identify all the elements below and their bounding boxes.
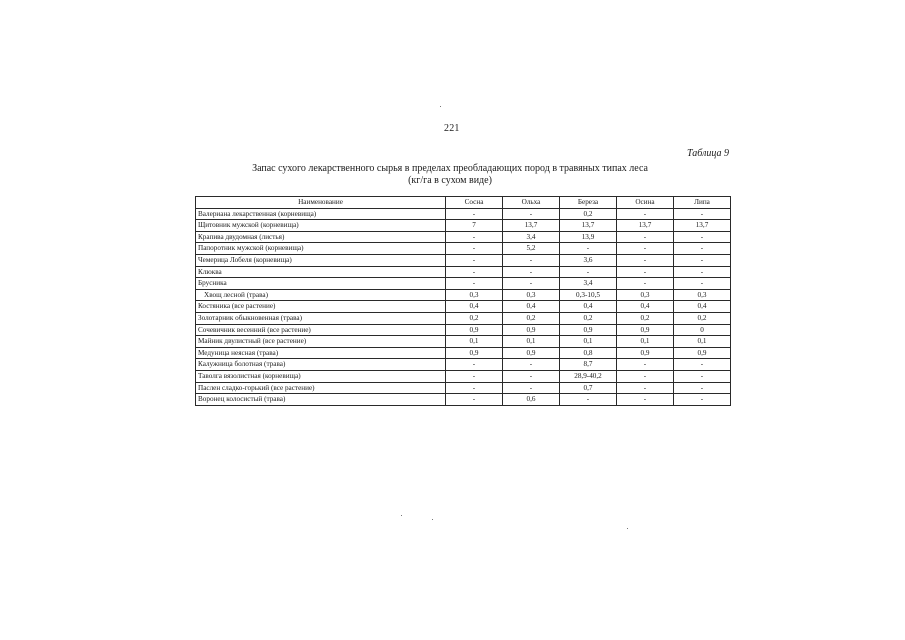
- table-row: [196, 347, 731, 359]
- value-cell: 0,3: [674, 289, 731, 301]
- table-title: [230, 163, 670, 187]
- value-cell: -: [674, 266, 731, 278]
- value-cell: -: [503, 278, 560, 290]
- value-cell: 0,1: [674, 336, 731, 348]
- value-cell: -: [674, 231, 731, 243]
- value-cell: -: [503, 208, 560, 220]
- table-row: [196, 289, 731, 301]
- plant-name-cell: Майник двулистный (все растение): [196, 336, 446, 348]
- value-cell: 13,7: [674, 220, 731, 232]
- value-cell: 0,1: [560, 336, 617, 348]
- value-cell: 3,4: [503, 231, 560, 243]
- header-birch: Береза: [560, 197, 617, 209]
- value-cell: 0,9: [617, 324, 674, 336]
- value-cell: 0,9: [503, 324, 560, 336]
- plant-name-cell: Крапива двудомная (листья): [196, 231, 446, 243]
- value-cell: -: [617, 266, 674, 278]
- value-cell: -: [446, 266, 503, 278]
- table-row: [196, 231, 731, 243]
- table-row: [196, 394, 731, 406]
- value-cell: 0,1: [446, 336, 503, 348]
- value-cell: -: [617, 254, 674, 266]
- value-cell: 28,9-40,2: [560, 370, 617, 382]
- plant-name-cell: Медуница неясная (трава): [196, 347, 446, 359]
- value-cell: -: [617, 243, 674, 255]
- value-cell: 0,9: [446, 324, 503, 336]
- value-cell: 0,9: [617, 347, 674, 359]
- table-row: [196, 208, 731, 220]
- value-cell: 0,4: [560, 301, 617, 313]
- scan-speck: [627, 528, 628, 529]
- value-cell: 0,1: [503, 336, 560, 348]
- value-cell: 0,1: [617, 336, 674, 348]
- value-cell: -: [446, 243, 503, 255]
- value-cell: 0,7: [560, 382, 617, 394]
- value-cell: 8,7: [560, 359, 617, 371]
- plant-name-cell: Папоротник мужской (корневища): [196, 243, 446, 255]
- value-cell: 0,9: [503, 347, 560, 359]
- value-cell: 13,7: [560, 220, 617, 232]
- plant-name-cell: Щитовник мужской (корневища): [196, 220, 446, 232]
- value-cell: -: [617, 370, 674, 382]
- value-cell: 7: [446, 220, 503, 232]
- value-cell: -: [446, 394, 503, 406]
- plant-name-cell: Костяника (все растение): [196, 301, 446, 313]
- plant-name-cell: Таволга вязолистная (корневища): [196, 370, 446, 382]
- header-aspen: Осина: [617, 197, 674, 209]
- value-cell: -: [617, 394, 674, 406]
- table-row: [196, 370, 731, 382]
- value-cell: -: [674, 359, 731, 371]
- value-cell: -: [617, 208, 674, 220]
- value-cell: -: [674, 394, 731, 406]
- header-pine: Сосна: [446, 197, 503, 209]
- value-cell: 0: [674, 324, 731, 336]
- value-cell: -: [674, 382, 731, 394]
- value-cell: 0,4: [446, 301, 503, 313]
- page-number: 221: [444, 123, 460, 134]
- value-cell: -: [560, 394, 617, 406]
- value-cell: 0,6: [503, 394, 560, 406]
- value-cell: -: [674, 254, 731, 266]
- value-cell: 0,3-10,5: [560, 289, 617, 301]
- value-cell: 0,2: [560, 208, 617, 220]
- title-units: (кг/га в сухом виде): [408, 175, 492, 186]
- value-cell: 3,4: [560, 278, 617, 290]
- value-cell: 0,9: [560, 324, 617, 336]
- value-cell: 5,2: [503, 243, 560, 255]
- value-cell: 0,2: [560, 312, 617, 324]
- raw-material-table: [195, 196, 731, 406]
- plant-name-cell: Брусника: [196, 278, 446, 290]
- table-row: [196, 312, 731, 324]
- table-row: [196, 254, 731, 266]
- value-cell: -: [617, 382, 674, 394]
- value-cell: 13,9: [560, 231, 617, 243]
- plant-name-cell: Паслен сладко-горький (все растение): [196, 382, 446, 394]
- plant-name-cell: Калужница болотная (трава): [196, 359, 446, 371]
- value-cell: 0,3: [503, 289, 560, 301]
- plant-name-cell: Валериана лекарственная (корневища): [196, 208, 446, 220]
- scan-speck: [401, 515, 402, 516]
- plant-name-cell: Золотарник обыкновенная (трава): [196, 312, 446, 324]
- value-cell: -: [446, 208, 503, 220]
- plant-name-cell: Чемерица Лобеля (корневища): [196, 254, 446, 266]
- value-cell: -: [617, 278, 674, 290]
- value-cell: -: [503, 382, 560, 394]
- table-row: [196, 382, 731, 394]
- value-cell: 0,4: [503, 301, 560, 313]
- value-cell: -: [446, 231, 503, 243]
- table-row: [196, 359, 731, 371]
- value-cell: -: [674, 370, 731, 382]
- value-cell: 0,2: [617, 312, 674, 324]
- header-name: Наименование: [196, 197, 446, 209]
- header-linden: Липа: [674, 197, 731, 209]
- scan-speck: [440, 106, 441, 107]
- value-cell: 0,9: [674, 347, 731, 359]
- value-cell: -: [674, 278, 731, 290]
- value-cell: -: [503, 254, 560, 266]
- value-cell: 0,8: [560, 347, 617, 359]
- table-row: [196, 220, 731, 232]
- value-cell: -: [503, 370, 560, 382]
- value-cell: 0,9: [446, 347, 503, 359]
- value-cell: -: [560, 266, 617, 278]
- table-row: [196, 301, 731, 313]
- value-cell: -: [446, 382, 503, 394]
- header-alder: Ольха: [503, 197, 560, 209]
- value-cell: 0,4: [674, 301, 731, 313]
- value-cell: 0,2: [674, 312, 731, 324]
- value-cell: -: [446, 278, 503, 290]
- value-cell: 13,7: [617, 220, 674, 232]
- value-cell: -: [503, 266, 560, 278]
- value-cell: -: [446, 254, 503, 266]
- value-cell: 0,4: [617, 301, 674, 313]
- value-cell: -: [617, 231, 674, 243]
- value-cell: 0,2: [446, 312, 503, 324]
- table-header-row: [196, 197, 731, 209]
- plant-name-cell: Сочевичник весенний (все растение): [196, 324, 446, 336]
- value-cell: -: [503, 359, 560, 371]
- scan-speck: [432, 519, 433, 520]
- table-label: Таблица 9: [687, 148, 729, 159]
- table-body: [196, 208, 731, 405]
- value-cell: -: [617, 359, 674, 371]
- plant-name-cell: Воронец колосистый (трава): [196, 394, 446, 406]
- table-row: [196, 243, 731, 255]
- table-row: [196, 278, 731, 290]
- table-row: [196, 336, 731, 348]
- table-row: [196, 324, 731, 336]
- value-cell: -: [674, 208, 731, 220]
- value-cell: 0,3: [446, 289, 503, 301]
- plant-name-cell: Клюква: [196, 266, 446, 278]
- value-cell: 0,3: [617, 289, 674, 301]
- value-cell: 13,7: [503, 220, 560, 232]
- value-cell: -: [560, 243, 617, 255]
- table-row: [196, 266, 731, 278]
- value-cell: -: [674, 243, 731, 255]
- value-cell: -: [446, 359, 503, 371]
- plant-name-cell: Хвощ лесной (трава): [196, 289, 446, 301]
- value-cell: 3,6: [560, 254, 617, 266]
- value-cell: 0,2: [503, 312, 560, 324]
- value-cell: -: [446, 370, 503, 382]
- title-text: Запас сухого лекарственного сырья в пределах преобладающих пород в травяных типах леса: [252, 163, 648, 174]
